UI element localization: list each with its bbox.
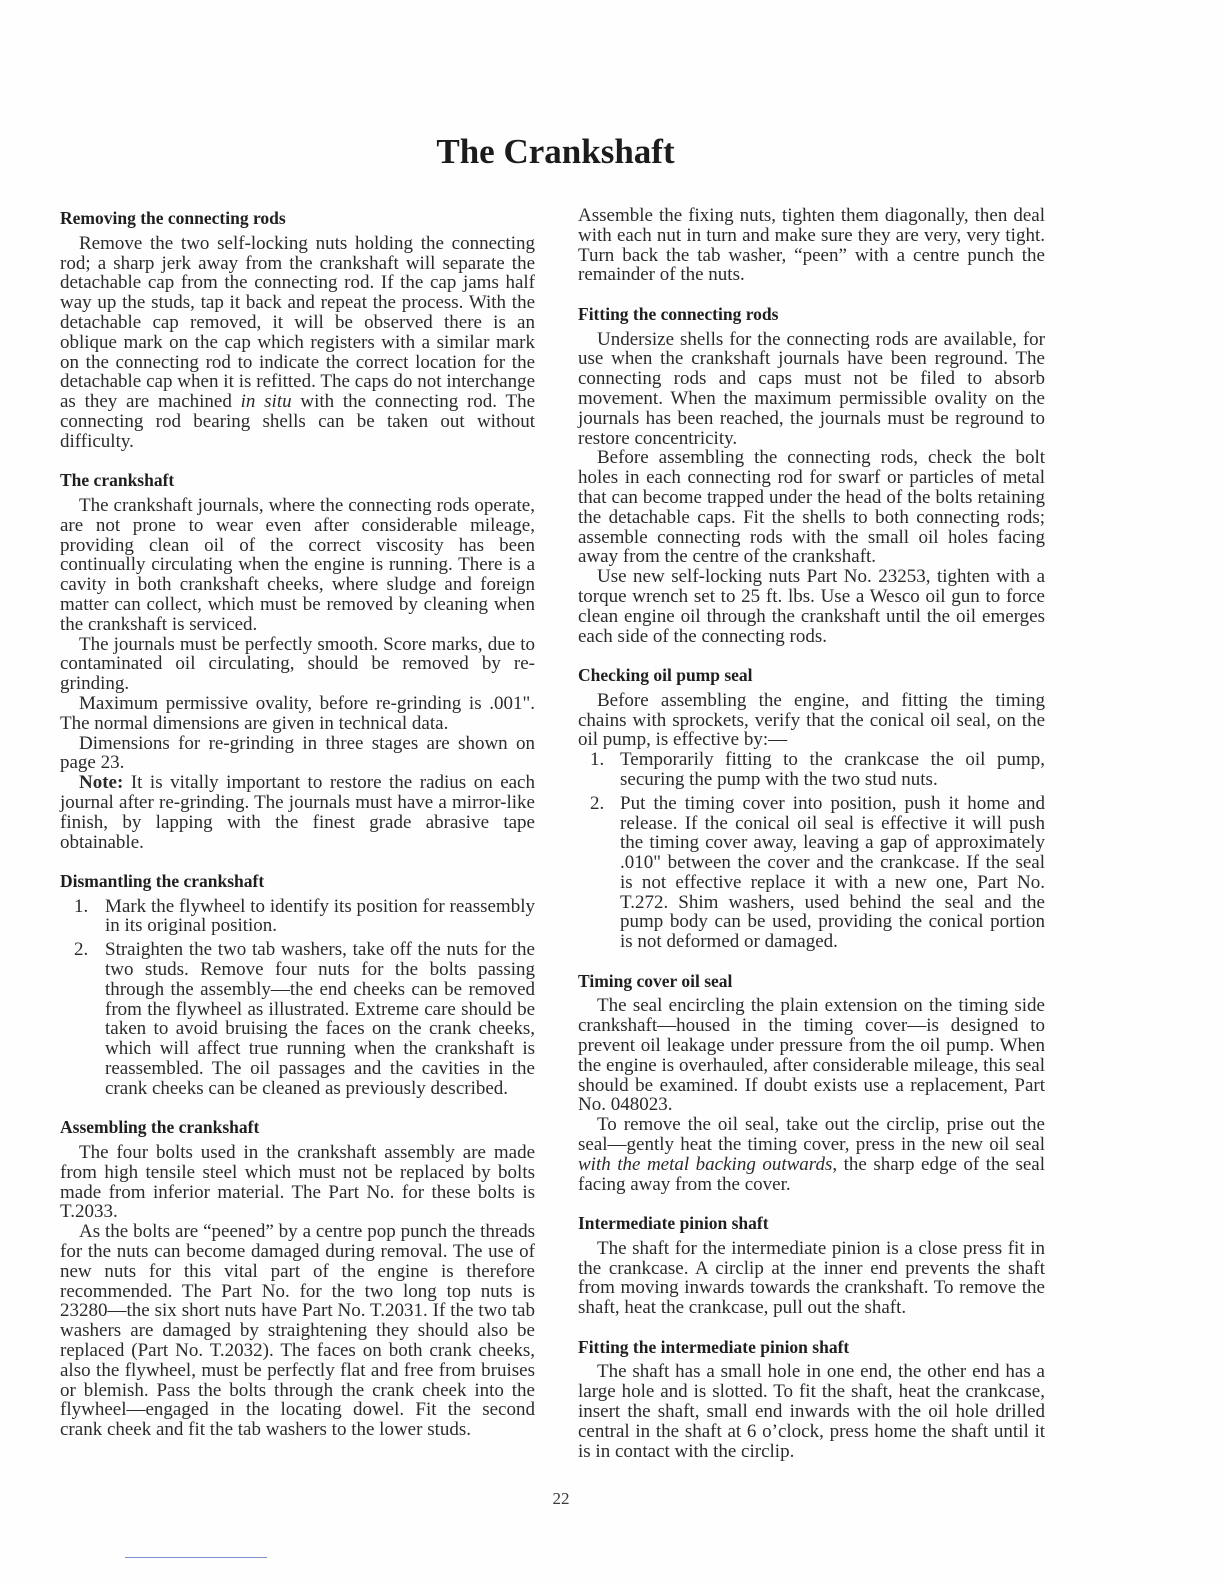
- assembling-paragraph-1: The four bolts used in the crankshaft assembly are made from high tensile steel which must not be replaced by bolts made from inferior material. The Part No. for these bolts is T.2033.: [60, 1142, 535, 1223]
- fitting-rods-paragraph-2: Before assembling the connecting rods, check the bolt holes in each connecting rod for swarf or particles of metal that can become trapped under the head of the bolts retaining the detachable caps. Fit the shells to both connecting rods; assemble connecting rods with the small oil holes facing away from the centre of the crankshaft.: [578, 447, 1045, 568]
- list-item-number: 2.: [74, 939, 89, 961]
- note-text: It is vitally important to restore the radius on each journal after re-grinding. The journals must have a mirror-like finish, by lapping with the finest grade abrasive tape obtainable.: [60, 772, 535, 853]
- heading-checking-oil-pump-seal: Checking oil pump seal: [578, 664, 753, 685]
- list-item: [578, 750, 1045, 790]
- fitting-rods-paragraph-1: Undersize shells for the connecting rods are available, for use when the crankshaft journals have been reground. The connecting rods and caps must not be filed to absorb movement. When the maximum permissible ovality on the journals has been reached, the journals must be reground to restore concentricity.: [578, 328, 1045, 449]
- heading-the-crankshaft: The crankshaft: [60, 470, 175, 491]
- list-item-text: Mark the flywheel to identify its position for reassembly in its original position.: [105, 895, 535, 937]
- crankshaft-paragraph-1: The crankshaft journals, where the connecting rods operate, are not prone to wear even after considerable mileage, providing clean oil of the correct viscosity has been continually circulating when the engine is running. There is a cavity in both crankshaft cheeks, where sludge and foreign matter can collect, which must be removed by cleaning when the crankshaft is serviced.: [60, 494, 535, 635]
- crankshaft-paragraph-2: The journals must be perfectly smooth. Score marks, due to contaminated oil circulating, should be removed by re-grinding.: [60, 633, 535, 695]
- heading-intermediate-pinion-shaft: Intermediate pinion shaft: [578, 1213, 769, 1234]
- list-item: [578, 794, 1045, 952]
- timing-cover-paragraph-1: The seal encircling the plain extension on the timing side crankshaft—housed in the timing cover—is designed to prevent oil leakage under pressure from the oil pump. When the engine is overhauled, after considerable mileage, this seal should be examined. If doubt exists use a replacement, Part No. 048023.: [578, 995, 1045, 1116]
- fitting-intermediate-shaft-paragraph: The shaft has a small hole in one end, the other end has a large hole and is slotted. To fit the shaft, heat the crankcase, insert the shaft, small end inwards with the oil hole drilled central in the shaft at 6 o’clock, press home the shaft until it is in contact with the circlip.: [578, 1361, 1045, 1462]
- heading-timing-cover-oil-seal: Timing cover oil seal: [578, 970, 733, 991]
- removing-paragraph: [60, 234, 535, 452]
- page-number: 22: [552, 1489, 570, 1508]
- intermediate-shaft-paragraph: The shaft for the intermediate pinion is a close press fit in the crankcase. A circlip at the inner end prevents the shaft from moving inwards towards the crankshaft. To remove the shaft, heat the crankcase, pull out the shaft.: [578, 1237, 1045, 1319]
- assembling-paragraph-2: As the bolts are “peened” by a centre pop punch the threads for the nuts can become damaged during removal. The use of new nuts for this vital part of the engine is therefore recommended. The Part No. for the two long top nuts is 23280—the six short nuts have Part No. T.2031. If the two tab washers are damaged by straightening they should also be replaced (Part No. T.2032). The faces on both crank cheeks, also the flywheel, must be perfectly flat and free from bruises or blemish. Pass the bolts through the crank cheek into the flywheel—engaged in the locating dowel. Fit the second crank cheek and fit the tab washers to the lower studs.: [60, 1221, 535, 1441]
- timing-cover-text-2: , the sharp edge of the seal facing away from the cover.: [578, 1153, 1045, 1195]
- crankshaft-paragraph-4: Dimensions for re-grinding in three stages are shown on page 23.: [60, 732, 535, 774]
- page-title: The Crankshaft: [436, 132, 675, 171]
- list-item-number: 1.: [590, 749, 605, 771]
- list-item-text: Straighten the two tab washers, take off the nuts for the two studs. Remove four nuts for the bolts passing through the assembly—the end cheeks can be removed from the flywheel as illustrated. Extreme care should be taken to avoid bruising the faces on the crank cheeks, which will affect true running when the crankshaft is reassembled. The oil passages and the cavities in the crank cheeks can be cleaned as previously described.: [105, 939, 535, 1099]
- list-item: [60, 940, 535, 1098]
- oil-pump-seal-list: [578, 750, 1045, 952]
- fitting-rods-paragraph-3: Use new self-locking nuts Part No. 23253, tighten with a torque wrench set to 25 ft. lbs. Use a Wesco oil gun to force clean engine oil through the crankshaft until the oil emerges each side of the connecting rods.: [578, 566, 1045, 647]
- list-item-number: 1.: [74, 895, 89, 917]
- heading-removing-connecting-rods: Removing the connecting rods: [60, 208, 286, 228]
- removing-italic-text: in situ: [240, 391, 292, 413]
- heading-fitting-connecting-rods: Fitting the connecting rods: [578, 303, 779, 324]
- removing-text-2: with the connecting rod. The connecting rod bearing shells can be taken out without difficulty.: [60, 391, 536, 452]
- list-item-text: Put the timing cover into position, push it home and release. If the conical oil seal is effective it will push the timing cover away, leaving a gap of approximately .010" between the cover and the crankcase. If the seal is not effective replace it with a new one, Part No. T.272. Shim washers, used behind the seal and the pump body can be used, providing the conical portion is not deformed or damaged.: [620, 792, 1045, 953]
- list-item-number: 2.: [590, 792, 605, 814]
- assembling-continued-paragraph: Assemble the fixing nuts, tighten them diagonally, then deal with each nut in turn and make sure they are very, very tight. Turn back the tab washer, “peen” with a centre punch the remainder of the nuts.: [578, 205, 1045, 286]
- timing-cover-text-1: To remove the oil seal, take out the circlip, prise out the seal—gently heat the timing cover, press in the new oil seal: [578, 1114, 1045, 1156]
- list-item-text: Temporarily fitting to the crankcase the oil pump, securing the pump with the two stud nuts.: [620, 749, 1045, 790]
- oil-pump-seal-intro: Before assembling the engine, and fitting the timing chains with sprockets, verify that the conical oil seal, on the oil pump, is effective by:—: [578, 689, 1045, 751]
- scan-edge-line: [125, 1557, 267, 1558]
- crankshaft-note: [60, 773, 535, 852]
- note-label: Note:: [79, 772, 124, 794]
- heading-fitting-intermediate-pinion-shaft: Fitting the intermediate pinion shaft: [578, 1336, 850, 1357]
- right-column: [578, 206, 1045, 1461]
- left-column: [60, 209, 535, 1440]
- dismantling-list: [60, 897, 535, 1099]
- heading-assembling-crankshaft: Assembling the crankshaft: [60, 1117, 260, 1138]
- list-item: [60, 897, 535, 937]
- removing-text-1: Remove the two self-locking nuts holding the connecting rod; a sharp jerk away from the crankshaft will separate the detachable cap from the connecting rod. If the cap jams half way up the studs, tap it back and repeat the process. With the detachable cap removed, it will be observed there is an oblique mark on the cap which registers with a similar mark on the connecting rod to indicate the correct location for the detachable cap when it is refitted. The caps do not interchange as they are machined: [60, 232, 535, 413]
- timing-cover-paragraph-2: [578, 1115, 1045, 1194]
- crankshaft-paragraph-3: Maximum permissive ovality, before re-grinding is .001". The normal dimensions are given in technical data.: [60, 692, 535, 734]
- timing-cover-italic-text: with the metal backing outwards: [578, 1153, 833, 1175]
- heading-dismantling-crankshaft: Dismantling the crankshaft: [60, 870, 265, 891]
